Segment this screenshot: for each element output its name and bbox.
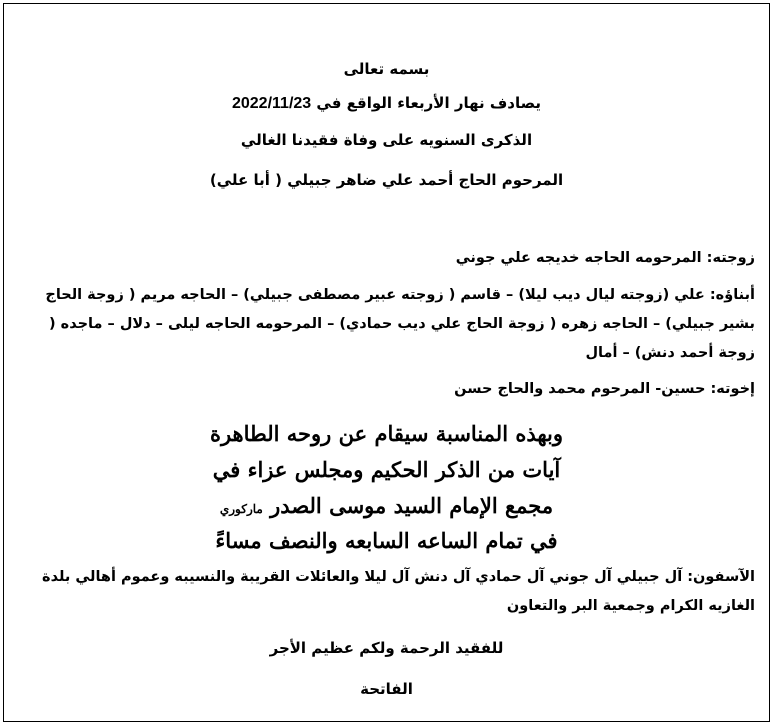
closing-line-2: الفاتحة: [360, 680, 413, 698]
header-anniversary: الذكرى السنويه على وفاة فقيدنا الغالي: [240, 131, 533, 149]
header-date: 2022/11/23: [231, 95, 312, 112]
header-basmala: بسمه تعالى: [343, 60, 430, 78]
mourners-line-1: الآسفون: آل جبيلي آل جوني آل حمادي آل دنش آل ليلا والعائلات القريبة والنسيبه وعموم أهالي بلدة: [42, 569, 755, 585]
siblings-line: إخوته: حسين- المرحوم محمد والحاج حسن: [454, 381, 755, 397]
announcement-line-1: وبهذه المناسبة سيقام عن روحه الطاهرة: [209, 421, 564, 446]
deceased-name: المرحوم الحاج أحمد علي ضاهر جبيلي ( أبا علي): [209, 171, 564, 189]
wife-line: زوجته: المرحومه الحاجه خديجه علي جوني: [455, 250, 755, 266]
mourners-line-2: الغازيه الكرام وجمعية البر والتعاون: [506, 598, 755, 614]
venue-area: ماركوري: [219, 502, 263, 516]
announcement-line-4: في تمام الساعه السابعه والنصف مساءً: [215, 528, 558, 553]
children-line-2: بشير جبيلي) – الحاجه زهره ( زوجة الحاج علي ديب حمادي) – المرحومه الحاجه ليلى – دلال – ماجده (: [48, 316, 755, 332]
header-date-line: [4, 94, 769, 113]
children-line-3: زوجة أحمد دنش) – أمال: [585, 345, 755, 361]
obituary-notice: [3, 3, 770, 722]
closing-line-1: للفقيد الرحمة ولكم عظيم الأجر: [269, 639, 504, 657]
children-line-1: أبناؤه: علي (زوجته ليال ديب ليلا) – قاسم ( زوجته عبير مصطفى جبيلي) – الحاجه مريم ( زوجة الحاج: [45, 287, 755, 303]
announcement-line-2: آيات من الذكر الحكيم ومجلس عزاء في: [212, 457, 561, 482]
venue-name: مجمع الإمام السيد موسى الصدر: [270, 493, 554, 518]
announcement-line-3: [4, 493, 769, 518]
header-date-text: يصادف نهار الأربعاء الواقع في: [316, 94, 542, 112]
